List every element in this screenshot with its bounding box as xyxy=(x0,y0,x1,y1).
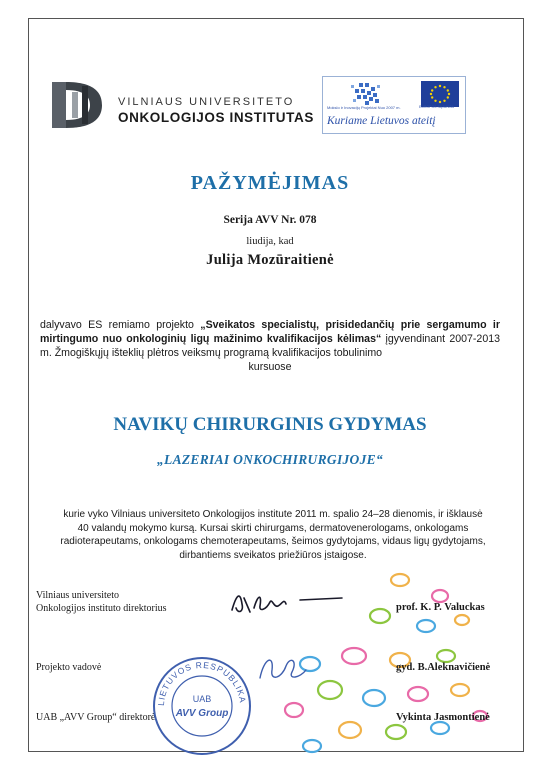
course-subtitle: „LAZERIAI ONKOCHIRURGIJOJE“ xyxy=(156,452,384,467)
director-name: prof. K. P. Valuckas xyxy=(396,602,485,613)
course-title: NAVIKŲ CHIRURGINIS GYDYMAS xyxy=(113,414,427,435)
institution-line-1: VILNIAUS UNIVERSITETO xyxy=(118,96,295,108)
manager-label: Projekto vadovė xyxy=(36,662,102,673)
eu-flag-caption: EUROPOS SĄJUNGA xyxy=(419,105,455,109)
course-details-paragraph: kurie vyko Vilniaus universiteto Onkologijos institute 2011 m. spalio 24–28 dienomis, ir išklausė 40 valandų mokymo kursą. Kursai skirti chirurgams, dermatovenerologams, onkologams radioterapeutams, onkologams chemoterapeutams, šeimos gydytojams, vidaus ligų gydytojams, dirbantiems sveikatos priežiūros įstaigose. xyxy=(60,509,486,561)
manager-signature xyxy=(252,648,312,688)
recipient-name: Julija Mozūraitienė xyxy=(206,252,334,268)
company-director-name: Vykinta Jasmontienė xyxy=(396,712,490,723)
stamp-line-2: AVV Group xyxy=(175,708,229,719)
director-signature xyxy=(226,584,346,618)
manager-name: gyd. B.Aleknavičienė xyxy=(396,662,491,673)
attests-text: liudija, kad xyxy=(246,236,294,247)
participation-paragraph xyxy=(40,318,500,374)
director-label-2: Onkologijos instituto direktorius xyxy=(36,603,167,614)
para1-end: kursuose xyxy=(248,361,292,373)
stamp-line-1: UAB xyxy=(192,694,212,704)
series-number: Serija AVV Nr. 078 xyxy=(223,214,317,226)
company-stamp xyxy=(150,654,254,758)
institution-line-2: ONKOLOGIJOS INSTITUTAS xyxy=(118,110,314,125)
certificate-title: PAŽYMĖJIMAS xyxy=(190,172,350,194)
eu-slogan: Kuriame Lietuvos ateitį xyxy=(327,115,436,127)
institute-logo xyxy=(52,80,312,130)
project-name: „Sveikatos specialistų, prisidedančių prie sergamumo ir mirtingumo nuo onkologinių ligų mažinimo kvalifikacijos kėlimas“ xyxy=(40,319,500,345)
director-label-1: Vilniaus universiteto xyxy=(36,590,119,601)
institute-emblem-icon xyxy=(52,80,108,130)
eu-funding-logo xyxy=(322,76,466,134)
para1-intro: dalyvavo ES remiamo projekto xyxy=(40,319,201,331)
stamp-ring-text: LIETUVOS RESPUBLIKA xyxy=(155,659,248,707)
para1-rest: įgyvendinant 2007-2013 m. Žmogiškųjų išteklių plėtros veiksmų programą kvalifikacijos tobulinimo xyxy=(40,333,500,359)
eu-flag-icon xyxy=(421,81,459,107)
eu-program-caption: Mokslo ir Inovacijų Projektai Nuo 2007 m. xyxy=(327,105,401,110)
company-label: UAB „AVV Group“ direktorė xyxy=(36,712,156,723)
